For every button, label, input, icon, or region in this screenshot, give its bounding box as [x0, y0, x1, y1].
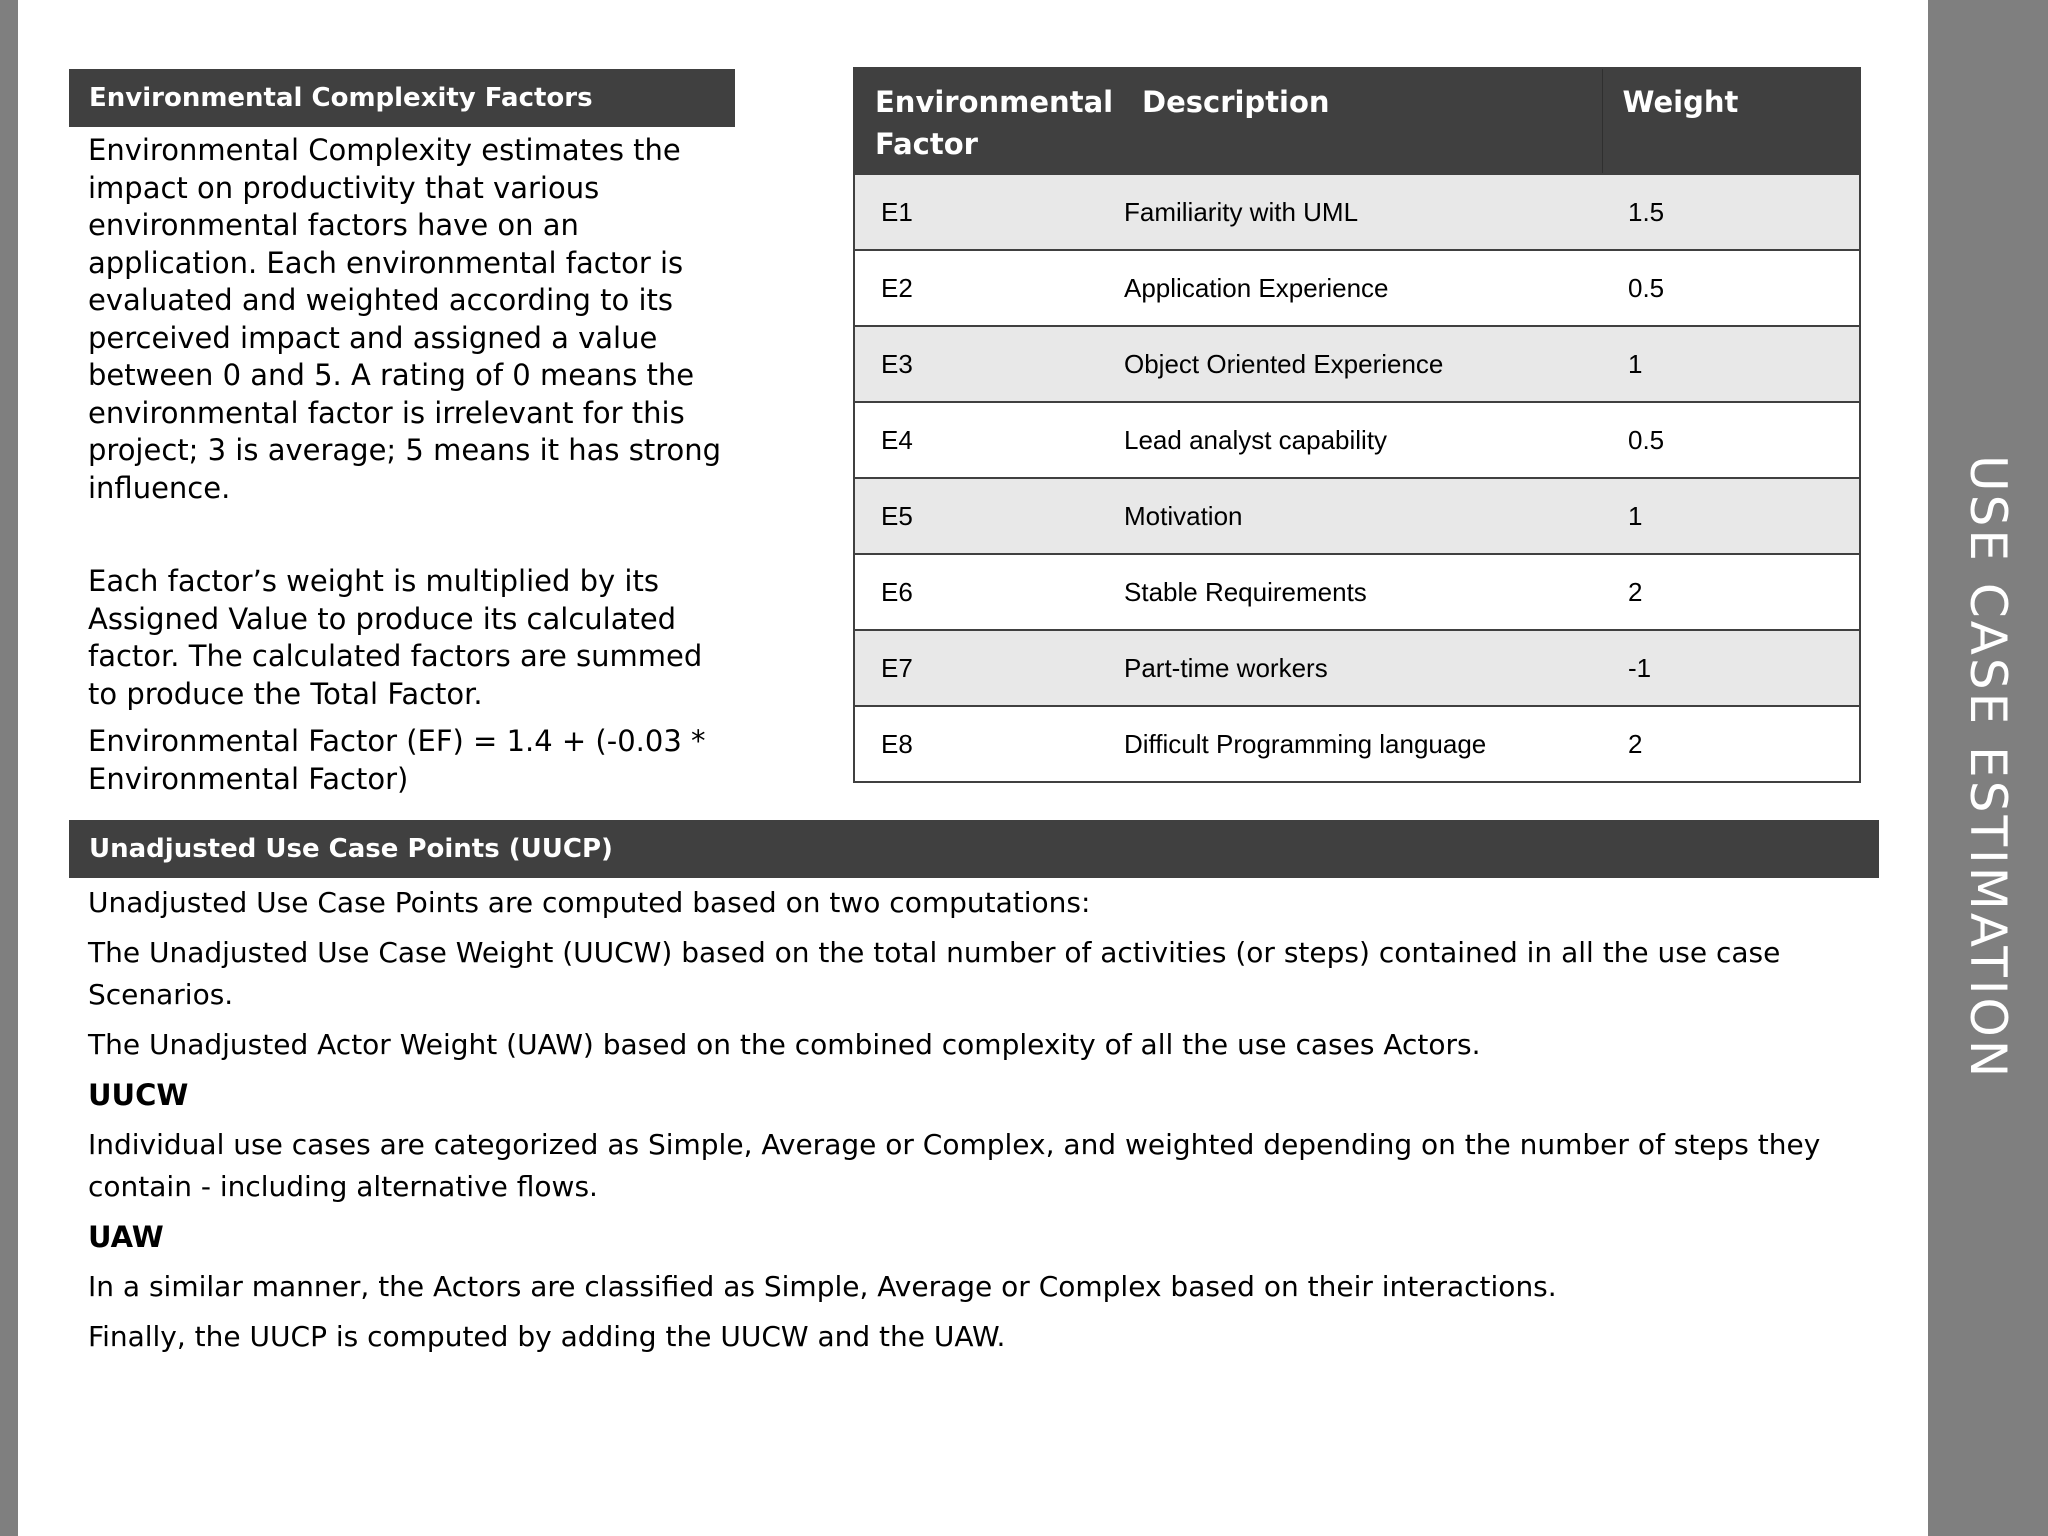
- uucp-description: [88, 882, 1888, 1366]
- environmental-formula: Environmental Factor (EF) = 1.4 + (-0.03 * Environmental Factor): [88, 724, 706, 796]
- table-header-row: [854, 68, 1860, 174]
- column-header-factor: Environmental Factor: [854, 68, 1122, 174]
- description-cell: Motivation: [1122, 478, 1602, 554]
- uaw-heading: UAW: [88, 1220, 164, 1254]
- left-border-strip: [0, 0, 18, 1536]
- factor-cell: E4: [854, 402, 1122, 478]
- side-title: USE CASE ESTIMATION: [1959, 455, 2017, 1081]
- uucw-heading: UUCW: [88, 1078, 189, 1112]
- weight-cell: 2: [1602, 706, 1860, 782]
- weight-cell: 0.5: [1602, 402, 1860, 478]
- description-cell: Application Experience: [1122, 250, 1602, 326]
- factor-cell: E5: [854, 478, 1122, 554]
- factor-cell: E1: [854, 174, 1122, 250]
- table-row: [854, 250, 1860, 326]
- weight-cell: 1.5: [1602, 174, 1860, 250]
- uucp-intro: Unadjusted Use Case Points are computed based on two computations:: [88, 886, 1091, 919]
- factor-cell: E8: [854, 706, 1122, 782]
- table-row: [854, 630, 1860, 706]
- description-cell: Stable Requirements: [1122, 554, 1602, 630]
- weight-cell: -1: [1602, 630, 1860, 706]
- uucp-final: Finally, the UUCP is computed by adding the UUCW and the UAW.: [88, 1320, 1006, 1353]
- uucw-text: Individual use cases are categorized as Simple, Average or Complex, and weighted depending on the number of steps they contain - including alternative flows.: [88, 1128, 1821, 1203]
- environmental-factor-table: [853, 67, 1861, 783]
- table-row: [854, 402, 1860, 478]
- column-header-weight: Weight: [1602, 68, 1860, 174]
- weight-cell: 2: [1602, 554, 1860, 630]
- environmental-description: [88, 132, 728, 798]
- factor-cell: E6: [854, 554, 1122, 630]
- uucw-definition: The Unadjusted Use Case Weight (UUCW) based on the total number of activities (or steps) contained in all the use case Scenarios.: [88, 936, 1781, 1011]
- table-row: [854, 478, 1860, 554]
- factor-cell: E3: [854, 326, 1122, 402]
- uaw-text: In a similar manner, the Actors are classified as Simple, Average or Complex based on their interactions.: [88, 1270, 1557, 1303]
- side-title-container: [1928, 0, 2048, 1536]
- environmental-section-header: Environmental Complexity Factors: [69, 69, 735, 127]
- weight-cell: 1: [1602, 326, 1860, 402]
- description-cell: Difficult Programming language: [1122, 706, 1602, 782]
- description-cell: Part-time workers: [1122, 630, 1602, 706]
- environmental-paragraph-2: Each factor’s weight is multiplied by its Assigned Value to produce its calculated factor. The calculated factors are summed to produce the Total Factor.: [88, 564, 703, 711]
- table-row: [854, 174, 1860, 250]
- table-row: [854, 706, 1860, 782]
- description-cell: Lead analyst capability: [1122, 402, 1602, 478]
- description-cell: Familiarity with UML: [1122, 174, 1602, 250]
- uaw-definition: The Unadjusted Actor Weight (UAW) based on the combined complexity of all the use cases Actors.: [88, 1028, 1481, 1061]
- weight-cell: 0.5: [1602, 250, 1860, 326]
- table-row: [854, 326, 1860, 402]
- factor-cell: E2: [854, 250, 1122, 326]
- environmental-paragraph-1: Environmental Complexity estimates the impact on productivity that various environmental factors have on an application. Each environmental factor is evaluated and weighted according to its perceived impact and assigned a value between 0 and 5. A rating of 0 means the environmental factor is irrelevant for this project; 3 is average; 5 means it has strong influence.: [88, 133, 722, 505]
- weight-cell: 1: [1602, 478, 1860, 554]
- factor-cell: E7: [854, 630, 1122, 706]
- uucp-section-header: Unadjusted Use Case Points (UUCP): [69, 820, 1879, 878]
- column-header-description: Description: [1122, 68, 1602, 174]
- description-cell: Object Oriented Experience: [1122, 326, 1602, 402]
- table-row: [854, 554, 1860, 630]
